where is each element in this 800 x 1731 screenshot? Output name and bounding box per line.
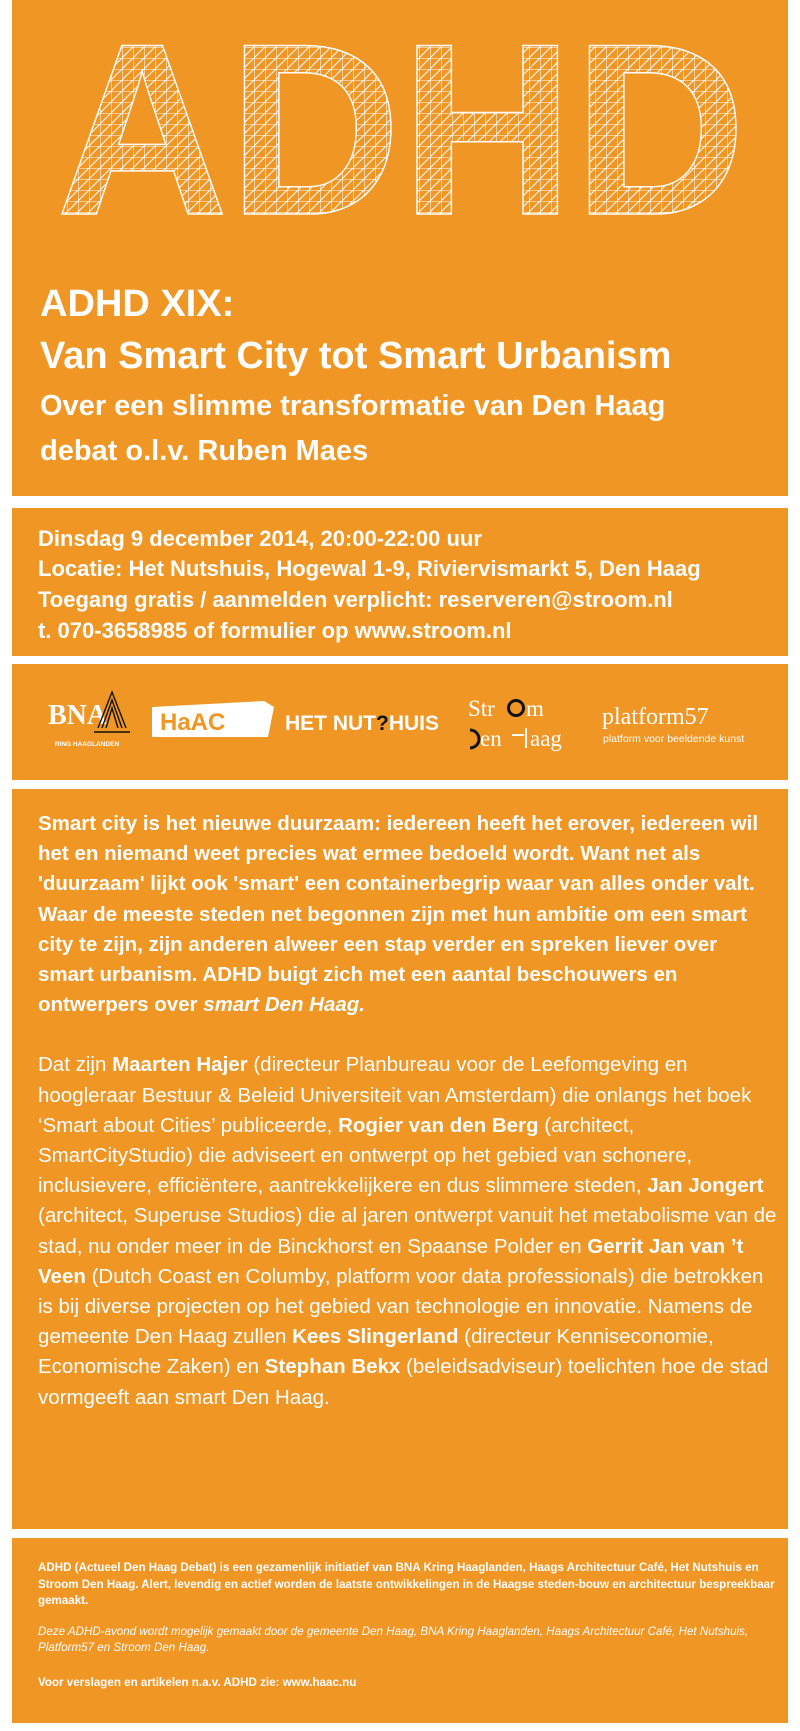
- bna-logo-subtext: RING HAAGLANDEN: [54, 741, 120, 748]
- nutshuis-text-b: HUIS: [388, 712, 440, 735]
- footer-sponsors: Deze ADHD-avond wordt mogelijk gemaakt door de gemeente Den Haag, BNA Kring Haaglanden, Haags Architectuur Café, Het Nutshuis, Platform57 en Stroom Den Haag.: [38, 1624, 749, 1654]
- haac-logo: [152, 701, 274, 739]
- footer-about: ADHD (Actueel Den Haag Debat) is een gezamenlijk initiatief van BNA Kring Haaglanden, Haags Architectuur Café, Het Nutshuis en Stroom Den Haag. Alert, levendig en actief worden de laatste ontwikkelingen in de Haagse steden-bouw en architectuur bespreekbaar gemaakt.: [38, 1561, 775, 1607]
- event-title: ADHD XIX:: [40, 283, 235, 325]
- speakers-text-2: (directeur Planbureau voor de Leefomgeving en hoogleraar Bestuur & Beleid Universiteit van Amsterdam) die onlangs het boek ‘Smart about Cities’ publiceerde,: [38, 1053, 752, 1137]
- speakers-paragraph: [38, 1050, 778, 1412]
- platform57-logo-text: platform57: [602, 704, 709, 730]
- speakers-text-3: (architect, SmartCityStudio) die adviseert en ontwerpt op het gebied van schonere, inclusievere, efficiëntere, aantrekkelijkere en dus slimmere steden,: [38, 1113, 693, 1198]
- intro-paragraph: [38, 809, 778, 1020]
- description-panel: [12, 789, 788, 1529]
- speaker-name: Kees Slingerland: [292, 1325, 459, 1349]
- intro-text: Smart city is het nieuwe duurzaam: iedereen heeft het erover, iedereen wil het en niemand weet precies wat ermee bedoeld wordt. Want net als 'duurzaam' lijkt ook 'smart' een containerbegrip waar van alles onder valt. Waar de meeste steden net begonnen zijn met hun ambitie om een smart city te zijn, zijn anderen alweer een stap verder en spreken liever over smart urbanism. ADHD buigt zich met een aantal beschouwers en ontwerpers over: [38, 812, 759, 1017]
- speaker-name: Jan Jongert: [647, 1174, 764, 1198]
- bna-logo: [42, 688, 132, 752]
- stroom-text-a: Str: [468, 696, 495, 721]
- adhd-logo-text: ADHD: [56, 36, 746, 236]
- header-panel: [12, 0, 788, 496]
- intro-emphasis: smart Den Haag.: [203, 993, 365, 1017]
- event-entry: Toegang gratis / aanmelden verplicht: reserveren@stroom.nl: [38, 587, 673, 612]
- adhd-logo: [56, 36, 746, 236]
- platform57-logo: [602, 702, 772, 746]
- event-location: Locatie: Het Nutshuis, Hogewal 1-9, Riviervismarkt 5, Den Haag: [38, 556, 701, 581]
- bna-logo-text: BNA: [48, 700, 108, 731]
- speakers-text-4: (architect, Superuse Studios) die al jaren ontwerpt vanuit het metabolisme van de stad, nu onder meer in de Binckhorst en Spaanse Polder en: [38, 1204, 777, 1258]
- haac-logo-text: HaAC: [160, 709, 226, 736]
- speaker-name: Rogier van den Berg: [338, 1113, 539, 1137]
- speaker-name: Maarten Hajer: [112, 1053, 248, 1077]
- nutshuis-logo: [285, 712, 439, 736]
- footer-reports-link: Voor verslagen en artikelen n.a.v. ADHD zie: www.haac.nu: [38, 1675, 357, 1689]
- event-date: Dinsdag 9 december 2014, 20:00-22:00 uur: [38, 526, 482, 551]
- speakers-text-7: (beleidsadviseur) toelichten hoe de stad vormgeeft aan smart Den Haag.: [38, 1355, 769, 1409]
- speaker-name: Gerrit Jan van ’t Veen: [38, 1234, 744, 1288]
- event-phone: t. 070-3658985 of formulier op www.stroom.nl: [38, 618, 512, 643]
- moderator-line: debat o.l.v. Ruben Maes: [40, 435, 369, 467]
- nutshuis-text-a: HET NUT: [285, 712, 376, 735]
- speakers-text-1: Dat zijn: [38, 1053, 113, 1077]
- footer-text: [38, 1560, 778, 1691]
- partner-logos-panel: [12, 664, 788, 780]
- speakers-text-6: (directeur Kenniseconomie, Economische Zaken) en: [38, 1325, 714, 1379]
- speakers-text-5: (Dutch Coast en Columby, platform voor data professionals) die betrokken is bij diverse projecten op het gebied van technologie en innovatie. Namens de gemeente Den Haag zullen: [38, 1264, 764, 1349]
- stroom-text-b: m: [526, 696, 544, 721]
- denhaag-text-a: en: [480, 726, 502, 751]
- footer-panel: [12, 1538, 788, 1723]
- speaker-name: Stephan Bekx: [264, 1355, 401, 1379]
- description-text: [38, 809, 778, 1413]
- event-subtitle-main: Van Smart City tot Smart Urbanism: [40, 335, 672, 377]
- nutshuis-question-mark: ?: [376, 712, 389, 735]
- event-subtitle: Over een slimme transformatie van Den Haag: [40, 390, 666, 422]
- stroom-den-haag-logo: [466, 694, 584, 752]
- info-panel: [12, 508, 788, 656]
- platform57-logo-subtext: platform voor beeldende kunst: [603, 733, 745, 745]
- denhaag-text-b: aag: [530, 726, 562, 751]
